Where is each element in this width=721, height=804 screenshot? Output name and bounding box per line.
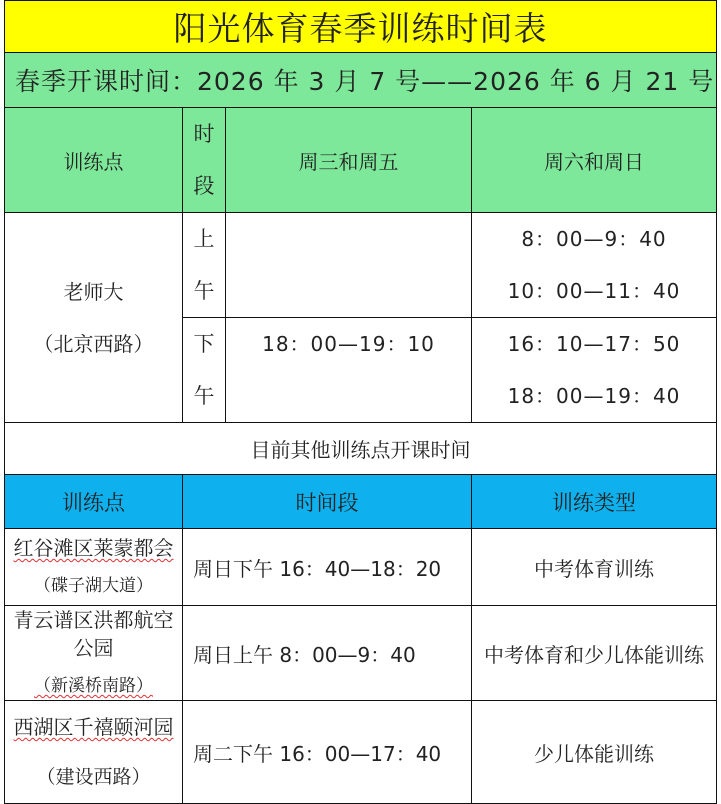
am-weekend-time-2: 10：00—11：40 xyxy=(507,279,681,303)
header-wed-fri: 周三和周五 xyxy=(226,108,472,213)
row1-type: 中考体育训练 xyxy=(472,529,717,606)
row3-site-cell xyxy=(5,701,183,804)
header2-time: 时间段 xyxy=(183,475,472,529)
site-road: （北京西路） xyxy=(33,331,154,356)
row1-road: （碟子湖大道） xyxy=(34,576,153,596)
row2-site-cell xyxy=(5,606,183,701)
row3-road: （建设西路） xyxy=(36,766,151,788)
table-row xyxy=(5,701,717,804)
pm-char-2: 午 xyxy=(193,384,215,408)
header-slot-char-2: 段 xyxy=(193,174,215,198)
header2-type: 训练类型 xyxy=(472,475,717,529)
header-sat-sun: 周六和周日 xyxy=(472,108,717,213)
am-weekday-cell xyxy=(226,213,472,318)
page-title: 阳光体育春季训练时间表 xyxy=(5,1,717,53)
row3-site: 西湖区千禧颐河园 xyxy=(13,715,174,739)
other-sites-title: 目前其他训练点开课时间 xyxy=(5,423,717,475)
site-cell xyxy=(5,213,183,423)
schedule-table xyxy=(4,0,717,804)
am-char-2: 午 xyxy=(193,279,215,303)
row2-type: 中考体育和少儿体能训练 xyxy=(472,606,717,701)
am-weekend-time-1: 8：00—9：40 xyxy=(521,227,667,251)
am-weekend-cell xyxy=(472,213,717,318)
pm-label xyxy=(183,318,226,423)
row1-site: 红谷滩区莱蒙都会 xyxy=(13,536,174,560)
header-slot-char-1: 时 xyxy=(193,122,215,146)
row3-time: 周二下午 16：00—17：40 xyxy=(183,701,472,804)
header-slot xyxy=(183,108,226,213)
site-name: 老师大 xyxy=(63,279,124,304)
pm-weekend-time-2: 18：00—19：40 xyxy=(507,384,681,408)
header-site: 训练点 xyxy=(5,108,183,213)
header2-site: 训练点 xyxy=(5,475,183,529)
row3-type: 少儿体能训练 xyxy=(472,701,717,804)
row1-time: 周日下午 16：40—18：20 xyxy=(183,529,472,606)
row2-time: 周日上午 8：00—9：40 xyxy=(183,606,472,701)
semester-period: 春季开课时间：2026 年 3 月 7 号——2026 年 6 月 21 号 xyxy=(5,53,717,108)
pm-weekend-cell xyxy=(472,318,717,423)
row2-road: （新溪桥南路） xyxy=(34,676,153,696)
table-row xyxy=(5,606,717,701)
row1-site-cell xyxy=(5,529,183,606)
table-row xyxy=(5,529,717,606)
pm-char-1: 下 xyxy=(193,332,215,356)
am-char-1: 上 xyxy=(193,227,215,251)
pm-weekday-time: 18：00—19：10 xyxy=(262,332,435,356)
pm-weekend-time-1: 16：10—17：50 xyxy=(507,332,681,356)
pm-weekday-cell xyxy=(226,318,472,423)
row2-site: 青云谱区洪都航空公园 xyxy=(13,608,174,660)
am-label xyxy=(183,213,226,318)
